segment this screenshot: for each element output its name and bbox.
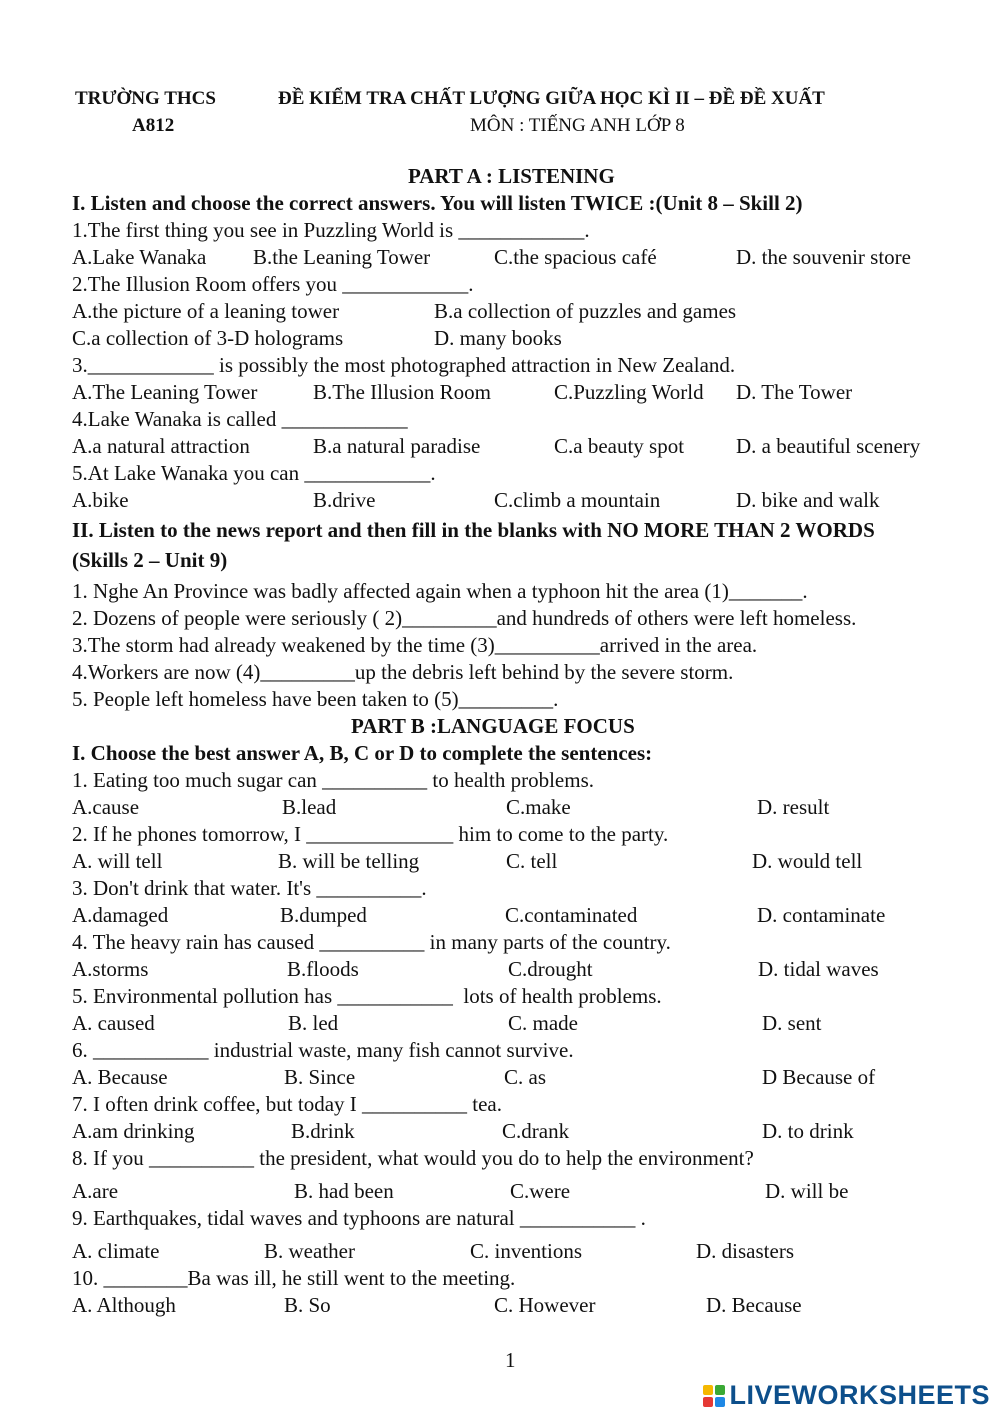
question-text: 10. ________Ba was ill, he still went to the meeting. — [72, 1266, 516, 1290]
fill-blank-item: 4.Workers are now (4)_________up the debris left behind by the severe storm. — [72, 660, 734, 684]
school-name: TRƯỜNG THCS — [75, 88, 216, 109]
question-text: 8. If you __________ the president, what would you do to help the environment? — [72, 1146, 754, 1170]
question-text: 4. The heavy rain has caused __________ in many parts of the country. — [72, 930, 671, 954]
answer-option[interactable]: B.floods — [287, 957, 359, 981]
answer-option[interactable]: C.a beauty spot — [554, 434, 685, 458]
answer-option[interactable]: B.drink — [291, 1119, 355, 1143]
question-text: 4.Lake Wanaka is called ____________ — [72, 407, 408, 431]
part-a-title: PART A : LISTENING — [408, 164, 615, 188]
part-a-section2-subheading: (Skills 2 – Unit 9) — [72, 548, 228, 572]
answer-option[interactable]: D. disasters — [696, 1239, 794, 1263]
question-text: 3. Don't drink that water. It's __________. — [72, 876, 427, 900]
answer-option[interactable]: B. led — [288, 1011, 339, 1035]
answer-option[interactable]: C.climb a mountain — [494, 488, 661, 512]
exam-subject: MÔN : TIẾNG ANH LỚP 8 — [470, 115, 685, 136]
answer-option[interactable]: B. weather — [264, 1239, 355, 1263]
answer-option[interactable]: B.dumped — [280, 903, 367, 927]
answer-option[interactable]: B. So — [284, 1293, 331, 1317]
question-text: 7. I often drink coffee, but today I __________ tea. — [72, 1092, 502, 1116]
answer-option[interactable]: C. as — [504, 1065, 546, 1089]
question-text: 1.The first thing you see in Puzzling World is ____________. — [72, 218, 590, 242]
question-text: 6. ___________ industrial waste, many fish cannot survive. — [72, 1038, 574, 1062]
answer-option[interactable]: A.the picture of a leaning tower — [72, 299, 340, 323]
fill-blank-item: 1. Nghe An Province was badly affected again when a typhoon hit the area (1)_______. — [72, 579, 808, 603]
answer-option[interactable]: B.the Leaning Tower — [253, 245, 431, 269]
fill-blank-item: 3.The storm had already weakened by the time (3)__________arrived in the area. — [72, 633, 758, 657]
answer-option[interactable]: A. Although — [72, 1293, 176, 1317]
answer-option[interactable]: A. Because — [72, 1065, 168, 1089]
answer-option[interactable]: A.are — [72, 1179, 119, 1203]
answer-option[interactable]: B. Since — [284, 1065, 356, 1089]
answer-option[interactable]: C.were — [510, 1179, 571, 1203]
answer-option[interactable]: D. to drink — [762, 1119, 854, 1143]
answer-option[interactable]: A.Lake Wanaka — [72, 245, 207, 269]
question-text: 2. If he phones tomorrow, I ______________ him to come to the party. — [72, 822, 669, 846]
logo-square-icon — [715, 1385, 725, 1395]
answer-option[interactable]: C. made — [508, 1011, 578, 1035]
answer-option[interactable]: C.make — [506, 795, 571, 819]
answer-option[interactable]: C.drought — [508, 957, 593, 981]
answer-option[interactable]: D. bike and walk — [736, 488, 880, 512]
answer-option[interactable]: D. Because — [706, 1293, 802, 1317]
answer-option[interactable]: A. climate — [72, 1239, 160, 1263]
answer-option[interactable]: D. sent — [762, 1011, 822, 1035]
part-a-section1-heading: I. Listen and choose the correct answers. You will listen TWICE :(Unit 8 – Skill 2) — [72, 191, 803, 215]
answer-option[interactable]: A.The Leaning Tower — [72, 380, 258, 404]
answer-option[interactable]: B. had been — [294, 1179, 394, 1203]
answer-option[interactable]: B.drive — [313, 488, 376, 512]
answer-option[interactable]: A.cause — [72, 795, 140, 819]
answer-option[interactable]: D. will be — [765, 1179, 849, 1203]
answer-option[interactable]: D. would tell — [752, 849, 863, 873]
answer-option[interactable]: A.bike — [72, 488, 129, 512]
answer-option[interactable]: B.The Illusion Room — [313, 380, 491, 404]
liveworksheets-logo[interactable] — [703, 1380, 990, 1411]
question-text: 3.____________ is possibly the most photographed attraction in New Zealand. — [72, 353, 736, 377]
answer-option[interactable]: C.Puzzling World — [554, 380, 704, 404]
answer-option[interactable]: C. inventions — [470, 1239, 583, 1263]
part-b-title: PART B :LANGUAGE FOCUS — [351, 714, 635, 738]
question-text: 9. Earthquakes, tidal waves and typhoons are natural ___________ . — [72, 1206, 646, 1230]
answer-option[interactable]: D. tidal waves — [758, 957, 879, 981]
part-a-section2-heading: II. Listen to the news report and then fill in the blanks with NO MORE THAN 2 WORDS — [72, 518, 875, 542]
question-text: 2.The Illusion Room offers you ____________. — [72, 272, 474, 296]
answer-option[interactable]: B.lead — [282, 795, 337, 819]
answer-option[interactable]: D. a beautiful scenery — [736, 434, 921, 458]
answer-option[interactable]: A.am drinking — [72, 1119, 195, 1143]
answer-option[interactable]: C.drank — [502, 1119, 570, 1143]
question-text: 5.At Lake Wanaka you can ____________. — [72, 461, 436, 485]
answer-option[interactable]: A.storms — [72, 957, 149, 981]
answer-option[interactable]: B.a natural paradise — [313, 434, 481, 458]
logo-mark-icon — [703, 1385, 725, 1407]
answer-option[interactable]: C. tell — [506, 849, 558, 873]
logo-square-icon — [703, 1385, 713, 1395]
logo-square-icon — [703, 1397, 713, 1407]
fill-blank-item: 5. People left homeless have been taken to (5)_________. — [72, 687, 559, 711]
part-b-section1-heading: I. Choose the best answer A, B, C or D to complete the sentences: — [72, 741, 653, 765]
answer-option[interactable]: C.the spacious café — [494, 245, 657, 269]
answer-option[interactable]: A.damaged — [72, 903, 169, 927]
answer-option[interactable]: A. caused — [72, 1011, 155, 1035]
exam-title: ĐỀ KIỂM TRA CHẤT LƯỢNG GIỮA HỌC KÌ II – ĐỀ ĐỀ XUẤT — [278, 88, 825, 109]
school-code: A812 — [132, 115, 175, 136]
answer-option[interactable]: D. contaminate — [757, 903, 886, 927]
answer-option[interactable]: D. many books — [434, 326, 562, 350]
answer-option[interactable]: D. The Tower — [736, 380, 853, 404]
answer-option[interactable]: D Because of — [762, 1065, 876, 1089]
answer-option[interactable]: B.a collection of puzzles and games — [434, 299, 737, 323]
answer-option[interactable]: C.contaminated — [505, 903, 638, 927]
answer-option[interactable]: D. the souvenir store — [736, 245, 911, 269]
logo-text: LIVEWORKSHEETS — [729, 1380, 990, 1410]
answer-option[interactable]: A. will tell — [72, 849, 163, 873]
answer-option[interactable]: C. However — [494, 1293, 596, 1317]
answer-option[interactable]: C.a collection of 3-D holograms — [72, 326, 344, 350]
answer-option[interactable]: A.a natural attraction — [72, 434, 250, 458]
answer-option[interactable]: B. will be telling — [278, 849, 420, 873]
answer-option[interactable]: D. result — [757, 795, 830, 819]
logo-square-icon — [715, 1397, 725, 1407]
page-number: 1 — [505, 1348, 516, 1372]
question-text: 5. Environmental pollution has ___________ lots of health problems. — [72, 984, 662, 1008]
question-text: 1. Eating too much sugar can __________ to health problems. — [72, 768, 594, 792]
fill-blank-item: 2. Dozens of people were seriously ( 2)_________and hundreds of others were left homeless. — [72, 606, 857, 630]
